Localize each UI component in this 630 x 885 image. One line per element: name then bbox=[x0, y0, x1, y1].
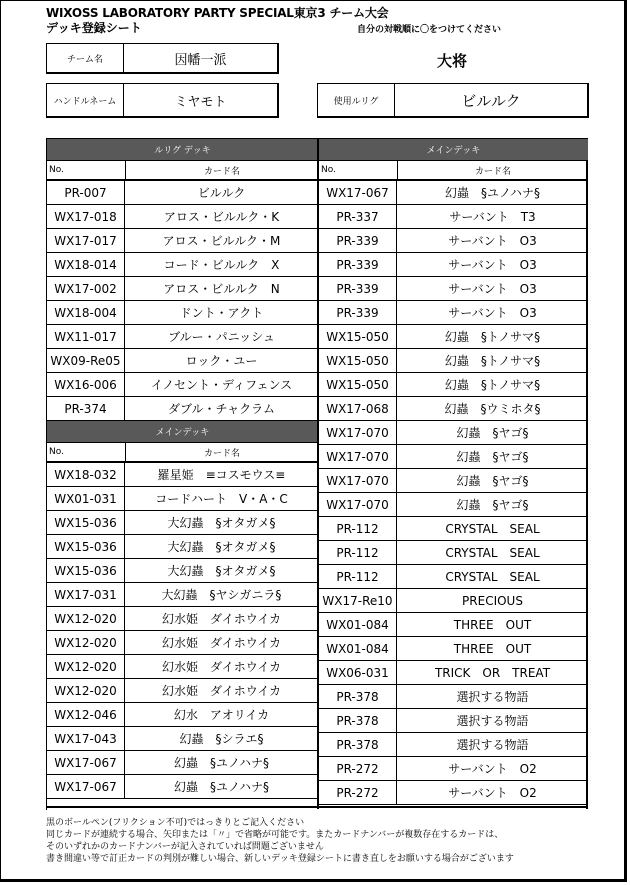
team-name-value: 因幡一派 bbox=[174, 52, 227, 68]
card-name: CRYSTAL SEAL bbox=[445, 546, 540, 560]
card-row[interactable] bbox=[47, 373, 318, 397]
card-number: WX01-084 bbox=[319, 613, 397, 636]
card-row[interactable] bbox=[47, 559, 318, 583]
card-row[interactable] bbox=[319, 205, 588, 229]
card-row[interactable] bbox=[319, 181, 588, 205]
card-number: WX01-084 bbox=[319, 637, 397, 660]
card-number: WX12-046 bbox=[47, 703, 125, 726]
card-number: PR-112 bbox=[319, 517, 397, 540]
card-row[interactable] bbox=[319, 709, 588, 733]
card-name: PRECIOUS bbox=[462, 593, 523, 608]
card-row[interactable] bbox=[47, 229, 318, 253]
main-deck-right-col-name: カード名 bbox=[397, 161, 588, 179]
lrig-deck-col-name: カード名 bbox=[125, 161, 318, 179]
card-name: 選択する物語 bbox=[456, 690, 529, 704]
card-row[interactable] bbox=[319, 781, 588, 805]
footer-note-2: 同じカードが連続する場合、矢印または「〃」で省略が可能です。またカードナンバーが複数存在するカードは、 bbox=[46, 830, 504, 840]
left-deck-table bbox=[46, 138, 318, 810]
card-number: WX17-018 bbox=[47, 205, 125, 228]
card-name: 幻蟲 §ヤゴ§ bbox=[456, 498, 529, 512]
card-row[interactable] bbox=[319, 277, 588, 301]
sheet-title: WIXOSS LABORATORY PARTY SPECIAL東京3 チーム大会 bbox=[46, 6, 389, 20]
card-name: 幻水姫 ダイホウイカ bbox=[161, 636, 282, 650]
card-name: サーバント O3 bbox=[448, 282, 537, 296]
card-number: WX17-031 bbox=[47, 583, 125, 606]
card-number: WX17-043 bbox=[47, 727, 125, 750]
card-row[interactable] bbox=[47, 349, 318, 373]
card-number: PR-007 bbox=[47, 181, 125, 204]
card-number: WX06-031 bbox=[319, 661, 397, 684]
main-deck-right-header: メインデッキ bbox=[319, 139, 588, 161]
card-name: ビルルク bbox=[197, 186, 246, 200]
card-number: PR-339 bbox=[319, 229, 397, 252]
card-name: アロス・ビルルク・K bbox=[163, 210, 280, 224]
card-row[interactable] bbox=[47, 181, 318, 205]
table-bottom-border bbox=[46, 806, 588, 808]
card-number: WX09-Re05 bbox=[47, 349, 125, 372]
card-number: WX17-017 bbox=[47, 229, 125, 252]
card-number: PR-378 bbox=[319, 685, 397, 708]
card-name: 幻水姫 ダイホウイカ bbox=[161, 660, 282, 674]
card-number: PR-272 bbox=[319, 757, 397, 780]
card-row[interactable] bbox=[47, 301, 318, 325]
card-name: 選択する物語 bbox=[456, 738, 529, 752]
card-name: 幻蟲 §トノサマ§ bbox=[444, 354, 541, 368]
card-number: WX17-Re10 bbox=[319, 589, 397, 612]
card-number: WX17-070 bbox=[319, 445, 397, 468]
main-deck-left-column-header bbox=[47, 443, 318, 463]
card-number: WX15-036 bbox=[47, 535, 125, 558]
card-name: 幻蟲 §ユノハナ§ bbox=[444, 186, 541, 200]
order-note: 自分の対戦順に〇をつけてください bbox=[357, 25, 502, 35]
handle-name-field[interactable] bbox=[46, 83, 279, 118]
card-name: 幻蟲 §ウミホタ§ bbox=[444, 402, 541, 416]
lrig-field[interactable] bbox=[317, 83, 589, 118]
card-number: WX17-067 bbox=[47, 751, 125, 774]
card-name: 選択する物語 bbox=[456, 714, 529, 728]
card-name: 幻蟲 §ヤゴ§ bbox=[456, 426, 529, 440]
card-name: ブルー・パニッシュ bbox=[168, 330, 275, 344]
card-name: 幻水 アオリイカ bbox=[173, 708, 270, 722]
card-row[interactable] bbox=[47, 583, 318, 607]
card-row[interactable] bbox=[319, 373, 588, 397]
footer-note-3: そのいずれかのカードナンバーが記入されていれば問題ございません bbox=[46, 842, 324, 852]
card-row[interactable] bbox=[47, 679, 318, 703]
card-row[interactable] bbox=[319, 445, 588, 469]
card-name: 幻蟲 §ユノハナ§ bbox=[173, 780, 270, 794]
card-row[interactable] bbox=[319, 421, 588, 445]
card-name: サーバント O3 bbox=[448, 258, 537, 272]
card-row[interactable] bbox=[47, 631, 318, 655]
card-row[interactable] bbox=[47, 397, 318, 421]
card-name: 幻蟲 §ヤゴ§ bbox=[456, 474, 529, 488]
card-row[interactable] bbox=[47, 751, 318, 775]
card-number: PR-337 bbox=[319, 205, 397, 228]
lrig-deck-col-no: No. bbox=[49, 165, 64, 175]
card-name: 幻蟲 §ユノハナ§ bbox=[173, 756, 270, 770]
card-row[interactable] bbox=[319, 397, 588, 421]
main-deck-right-col-no: No. bbox=[321, 165, 336, 175]
card-row[interactable] bbox=[319, 589, 588, 613]
card-name: 幻蟲 §トノサマ§ bbox=[444, 378, 541, 392]
card-number: WX15-036 bbox=[47, 559, 125, 582]
card-name: ダブル・チャクラム bbox=[167, 402, 276, 416]
lrig-label: 使用ルリグ bbox=[318, 84, 395, 116]
battle-position: 大将 bbox=[437, 52, 468, 70]
card-number: PR-339 bbox=[319, 277, 397, 300]
card-name: ロック・ユー bbox=[185, 354, 258, 368]
card-number: WX12-020 bbox=[47, 679, 125, 702]
handle-name-value: ミヤモト bbox=[174, 94, 227, 110]
card-number: PR-378 bbox=[319, 709, 397, 732]
card-number: PR-339 bbox=[319, 253, 397, 276]
card-number: WX16-006 bbox=[47, 373, 125, 396]
card-row[interactable] bbox=[47, 253, 318, 277]
card-number: WX17-070 bbox=[319, 421, 397, 444]
card-row[interactable] bbox=[319, 685, 588, 709]
card-name: THREE OUT bbox=[453, 618, 532, 632]
card-row[interactable] bbox=[319, 493, 588, 517]
card-name: サーバント O3 bbox=[448, 234, 537, 248]
card-number: WX15-036 bbox=[47, 511, 125, 534]
card-number: WX17-067 bbox=[319, 181, 397, 204]
main-deck-right-column-header bbox=[319, 161, 588, 181]
card-row[interactable] bbox=[319, 565, 588, 589]
card-row[interactable] bbox=[47, 325, 318, 349]
lrig-value: ビルルク bbox=[461, 91, 521, 110]
card-name: 大幻蟲 §オタガメ§ bbox=[167, 516, 276, 530]
main-deck-left-header: メインデッキ bbox=[47, 421, 318, 443]
footer-note-4: 書き間違い等で訂正カードの判別が難しい場合、新しいデッキ登録シートに書き直しをお願いする場合がございます bbox=[46, 854, 514, 864]
team-name-label: チーム名 bbox=[47, 44, 124, 72]
card-row[interactable] bbox=[47, 463, 318, 487]
card-name: 幻水姫 ダイホウイカ bbox=[161, 684, 282, 698]
card-name: THREE OUT bbox=[453, 642, 532, 656]
card-row[interactable] bbox=[319, 469, 588, 493]
card-number: WX12-020 bbox=[47, 631, 125, 654]
footer-note-1: 黒のボールペン(フリクション不可)ではっきりとご記入ください bbox=[46, 818, 305, 828]
card-row[interactable] bbox=[47, 655, 318, 679]
card-row[interactable] bbox=[319, 301, 588, 325]
card-number: WX15-050 bbox=[319, 325, 397, 348]
card-name: コード・ビルルク X bbox=[163, 258, 280, 272]
lrig-deck-header: ルリグ デッキ bbox=[47, 139, 318, 161]
card-number: WX15-050 bbox=[319, 349, 397, 372]
card-name: ドント・アクト bbox=[179, 306, 264, 320]
card-number: WX17-070 bbox=[319, 469, 397, 492]
card-row[interactable] bbox=[319, 613, 588, 637]
card-row[interactable] bbox=[319, 757, 588, 781]
card-row[interactable] bbox=[47, 277, 318, 301]
card-row[interactable] bbox=[47, 511, 318, 535]
card-number: PR-339 bbox=[319, 301, 397, 324]
card-number: PR-378 bbox=[319, 733, 397, 756]
team-name-field[interactable] bbox=[46, 43, 279, 74]
lrig-deck-column-header bbox=[47, 161, 318, 181]
card-row[interactable] bbox=[319, 733, 588, 757]
card-row[interactable] bbox=[47, 607, 318, 631]
card-name: 羅星姫 ≡コスモウス≡ bbox=[157, 468, 286, 482]
card-number: WX15-050 bbox=[319, 373, 397, 396]
card-name: CRYSTAL SEAL bbox=[445, 570, 540, 584]
card-name: アロス・ビルルク・M bbox=[162, 234, 281, 248]
card-number: PR-374 bbox=[47, 397, 125, 420]
card-row[interactable] bbox=[47, 703, 318, 727]
card-row[interactable] bbox=[319, 349, 588, 373]
card-row[interactable] bbox=[319, 325, 588, 349]
card-number: WX17-067 bbox=[47, 775, 125, 798]
card-name: イノセント・ディフェンス bbox=[150, 378, 293, 392]
card-name: サーバント O3 bbox=[448, 306, 537, 320]
main-deck-left-col-name: カード名 bbox=[125, 443, 318, 461]
card-number: WX17-002 bbox=[47, 277, 125, 300]
card-name: 幻水姫 ダイホウイカ bbox=[161, 612, 282, 626]
card-row[interactable] bbox=[319, 637, 588, 661]
card-name: サーバント O2 bbox=[448, 762, 537, 776]
card-number: WX18-032 bbox=[47, 463, 125, 486]
card-number: WX18-014 bbox=[47, 253, 125, 276]
card-name: 幻蟲 §ヤゴ§ bbox=[456, 450, 529, 464]
card-number: PR-112 bbox=[319, 541, 397, 564]
card-name: 大幻蟲 §オタガメ§ bbox=[167, 540, 276, 554]
card-name: 大幻蟲 §ヤシガニラ§ bbox=[161, 588, 282, 602]
card-row[interactable] bbox=[47, 727, 318, 751]
card-row[interactable] bbox=[47, 775, 318, 799]
card-number: WX18-004 bbox=[47, 301, 125, 324]
card-row[interactable] bbox=[319, 517, 588, 541]
card-name: TRICK OR TREAT bbox=[434, 666, 551, 680]
card-name: サーバント O2 bbox=[448, 786, 537, 800]
card-number: WX01-031 bbox=[47, 487, 125, 510]
card-row[interactable] bbox=[319, 229, 588, 253]
card-number: WX17-070 bbox=[319, 493, 397, 516]
card-name: サーバント T3 bbox=[449, 210, 536, 224]
card-number: WX12-020 bbox=[47, 655, 125, 678]
card-name: コードハート V・A・C bbox=[155, 492, 288, 506]
sheet-subtitle: デッキ登録シート bbox=[46, 21, 142, 35]
card-name: CRYSTAL SEAL bbox=[445, 522, 540, 536]
card-row[interactable] bbox=[47, 205, 318, 229]
card-row[interactable] bbox=[319, 541, 588, 565]
card-number: PR-112 bbox=[319, 565, 397, 588]
card-row[interactable] bbox=[319, 253, 588, 277]
card-number: WX17-068 bbox=[319, 397, 397, 420]
card-name: アロス・ビルルク N bbox=[163, 282, 280, 296]
main-deck-left-col-no: No. bbox=[49, 447, 64, 457]
card-row[interactable] bbox=[47, 535, 318, 559]
card-name: 大幻蟲 §オタガメ§ bbox=[167, 564, 276, 578]
card-row[interactable] bbox=[47, 487, 318, 511]
card-name: 幻蟲 §トノサマ§ bbox=[444, 330, 541, 344]
card-number: WX12-020 bbox=[47, 607, 125, 630]
right-deck-table bbox=[317, 138, 588, 809]
card-number: WX11-017 bbox=[47, 325, 125, 348]
card-number: PR-272 bbox=[319, 781, 397, 804]
card-name: 幻蟲 §シラエ§ bbox=[179, 732, 264, 746]
card-row[interactable] bbox=[319, 661, 588, 685]
handle-name-label: ハンドルネーム bbox=[47, 84, 124, 116]
